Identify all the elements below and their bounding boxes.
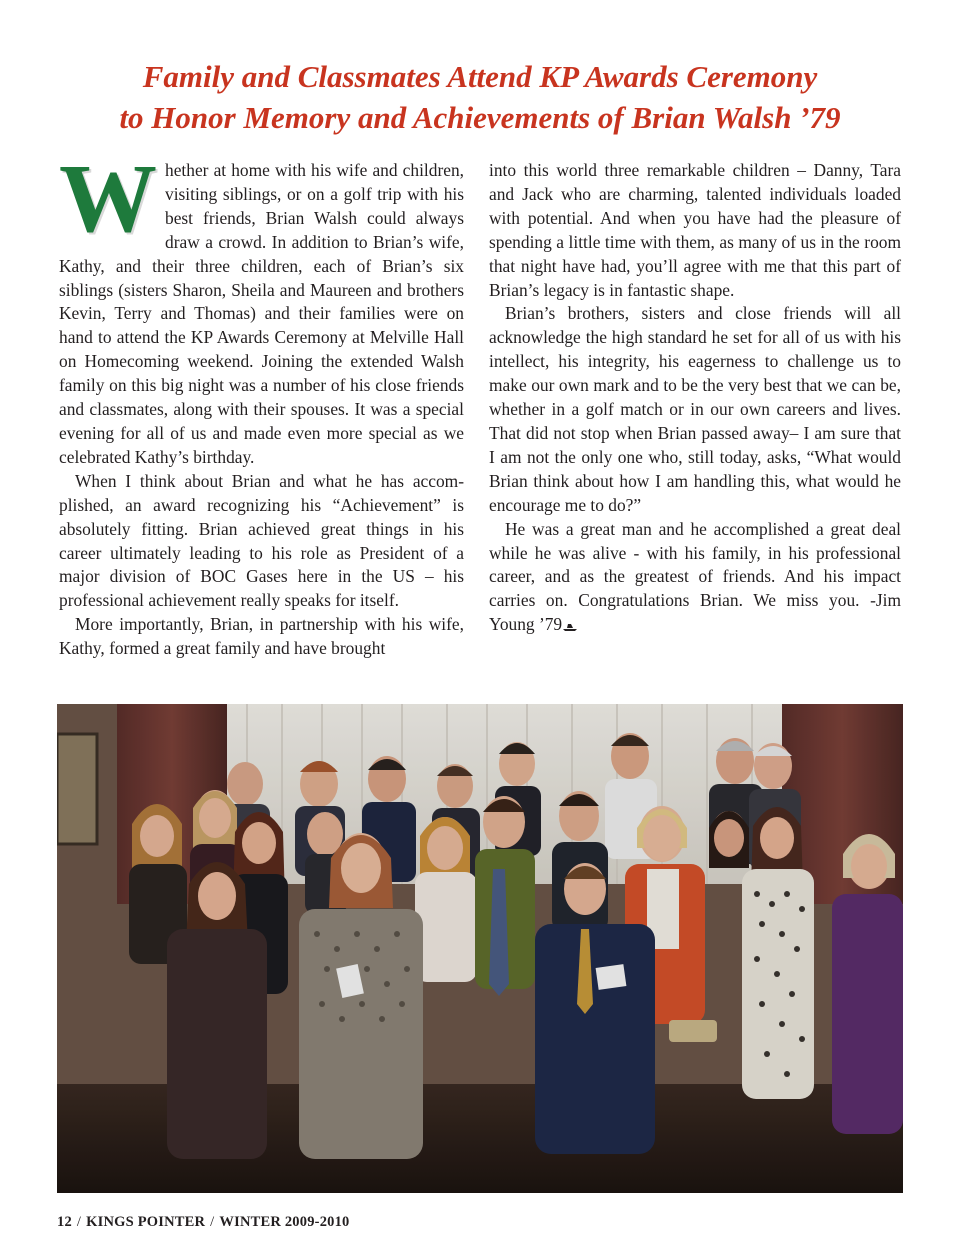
paragraph-text: He was a great man and he accomplished a great deal while he was alive - with his family, in his professional career, and as the greatest of friends. And his impact carries on. Congratulations Brian. We miss you. -Jim Young ’79 bbox=[489, 518, 901, 635]
left-column bbox=[59, 145, 464, 661]
paragraph: Brian’s brothers, sisters and close friends will all acknowledge the high standard he set for all of us with his intellect, his integrity, his eagerness to challenge us to make our own mark and to be the very best that we can be, whether in a golf match or in our own careers and lives. That did not stop when Brian passed away– I am sure that I am not the only one who, still today, asks, “What would Brian think about how I am handling this, what would he encourage me to do?” bbox=[489, 303, 901, 515]
title-line-2: to Honor Memory and Achievements of Brian Walsh ’79 bbox=[119, 100, 841, 135]
paragraph bbox=[59, 145, 464, 470]
paragraph bbox=[489, 518, 901, 638]
magazine-name: KINGS POINTER bbox=[86, 1214, 206, 1230]
article-title bbox=[40, 56, 920, 138]
title-line-1: Family and Classmates Attend KP Awards Ceremony bbox=[142, 59, 818, 94]
footer-separator: / bbox=[76, 1214, 82, 1230]
paragraph: More importantly, Brian, in partnership with his wife, Kathy, formed a great family and have brought bbox=[59, 614, 464, 659]
group-photo bbox=[57, 704, 903, 1193]
drop-cap: W bbox=[59, 145, 157, 253]
paragraph: When I think about Brian and what he has accomplished, an award recognizing his “Achievement” is absolutely fitting. Brian achieved great things in his career ultimately leading to his role as President of a major division of BOC Gases here in the US – his professional achievement really speaks for itself. bbox=[59, 470, 464, 611]
issue-name: WINTER 2009-2010 bbox=[219, 1214, 350, 1230]
group-photo-illustration bbox=[57, 704, 903, 1193]
footer-separator: / bbox=[210, 1214, 215, 1230]
paragraph-text: hether at home with his wife and children, visiting siblings, or on a golf trip with his best friends, Brian Walsh could always draw a crowd. In addition to Brian’s wife, Kathy, and their three children, each of Brian’s six siblings (sisters Sharon, Sheila and Maureen and brothers Kevin, Terry and Thomas) and their families were on hand to attend the KP Awards Ceremony at Melville Hall on Homecoming weekend. Joining the extended Walsh family on this big night was a number of his close friends and classmates, along with their spouses. It was a special evening for all of us and made even more special as we celebrated Kathy’s birthday. bbox=[59, 160, 464, 467]
right-column bbox=[489, 159, 901, 637]
paragraph: into this world three remarkable children – Danny, Tara and Jack who are charming, talented individuals loaded with potential. And when you have had the pleasure of spending a little time with them, as many of us in the room that night have had, you’ll agree with me that this part of Brian’s legacy is in fantastic shape. bbox=[489, 160, 901, 300]
ship-end-mark-icon bbox=[562, 623, 578, 631]
page-footer bbox=[57, 1214, 350, 1231]
page-number: 12 bbox=[57, 1214, 72, 1230]
